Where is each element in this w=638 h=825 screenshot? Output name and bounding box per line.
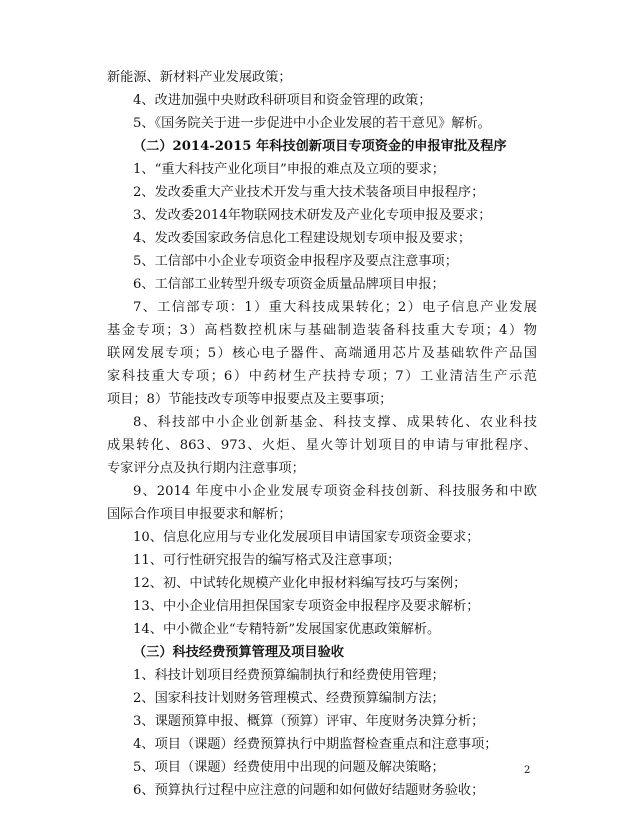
text-line: 1、科技计划项目经费预算编制执行和经费使用管理； (133, 668, 445, 683)
text-line: 联网发展专项；5）核心电子器件、高端通用芯片及基础软件产品国 (107, 346, 537, 361)
section-heading: （二）2014-2015 年科技创新项目专项资金的申报审批及程序 (133, 139, 507, 154)
text-line: 8、科技部中小企业创新基金、科技支撑、成果转化、农业科技 (133, 415, 537, 430)
text-line: 4、改进加强中央财政科研项目和资金管理的政策； (133, 93, 432, 108)
text-line: 7、工信部专项：1）重大科技成果转化；2）电子信息产业发展 (133, 300, 537, 315)
text-line: 11、可行性研究报告的编写格式及注意事项； (133, 553, 401, 568)
text-line: 10、信息化应用与专业化发展项目申请国家专项资金要求； (133, 530, 480, 545)
text-line: 13、中小企业信用担保国家专项资金申报程序及要求解析； (133, 599, 480, 614)
text-line: 4、项目（课题）经费预算执行中期监督检查重点和注意事项； (133, 737, 498, 752)
text-line: 国际合作项目申报要求和解析； (107, 507, 292, 522)
text-line: 家科技重大专项；6）中药材生产扶持专项；7）工业清洁生产示范 (107, 369, 537, 384)
text-line: 5、工信部中小企业专项资金申报程序及要点注意事项； (133, 254, 458, 269)
text-line: 14、中小微企业“专精特新”发展国家优惠政策解析。 (133, 622, 441, 637)
text-line: 新能源、新材料产业发展政策； (107, 70, 292, 85)
text-line: 2、发改委重大产业技术开发与重大技术装备项目申报程序； (133, 185, 485, 200)
text-line: 项目；8）节能技改专项等申报要点及主要事项； (107, 392, 393, 407)
text-line: 4、发改委国家政务信息化工程建设规划专项申报及要求； (133, 231, 472, 246)
text-line: 9、2014 年度中小企业发展专项资金科技创新、科技服务和中欧 (133, 484, 537, 499)
text-line: 1、“重大科技产业化项目”申报的难点及立项的要求； (133, 162, 445, 177)
page-number: 2 (524, 765, 531, 776)
text-line: 6、预算执行过程中应注意的问题和如何做好结题财务验收； (133, 783, 485, 798)
text-line: 3、课题预算申报、概算（预算）评审、年度财务决算分析； (133, 714, 485, 729)
section-heading: （三）科技经费预算管理及项目验收 (133, 645, 344, 660)
text-line: 成果转化、863、973、火炬、星火等计划项目的申请与审批程序、 (107, 438, 537, 453)
text-line: 基金专项；3）高档数控机床与基础制造装备科技重大专项；4）物 (107, 323, 537, 338)
text-line: 12、初、中试转化规模产业化申报材料编写技巧与案例； (133, 576, 467, 591)
text-line: 5、《国务院关于进一步促进中小企业发展的若干意见》解析。 (133, 116, 491, 131)
text-line: 2、国家科技计划财务管理模式、经费预算编制方法； (133, 691, 445, 706)
text-line: 专家评分点及执行期内注意事项； (107, 461, 305, 476)
text-line: 3、发改委2014年物联网技术研发及产业化专项申报及要求； (133, 208, 492, 223)
text-line: 6、工信部工业转型升级专项资金质量品牌项目申报； (133, 277, 445, 292)
text-line: 5、项目（课题）经费使用中出现的问题及解决策略； (133, 760, 445, 775)
